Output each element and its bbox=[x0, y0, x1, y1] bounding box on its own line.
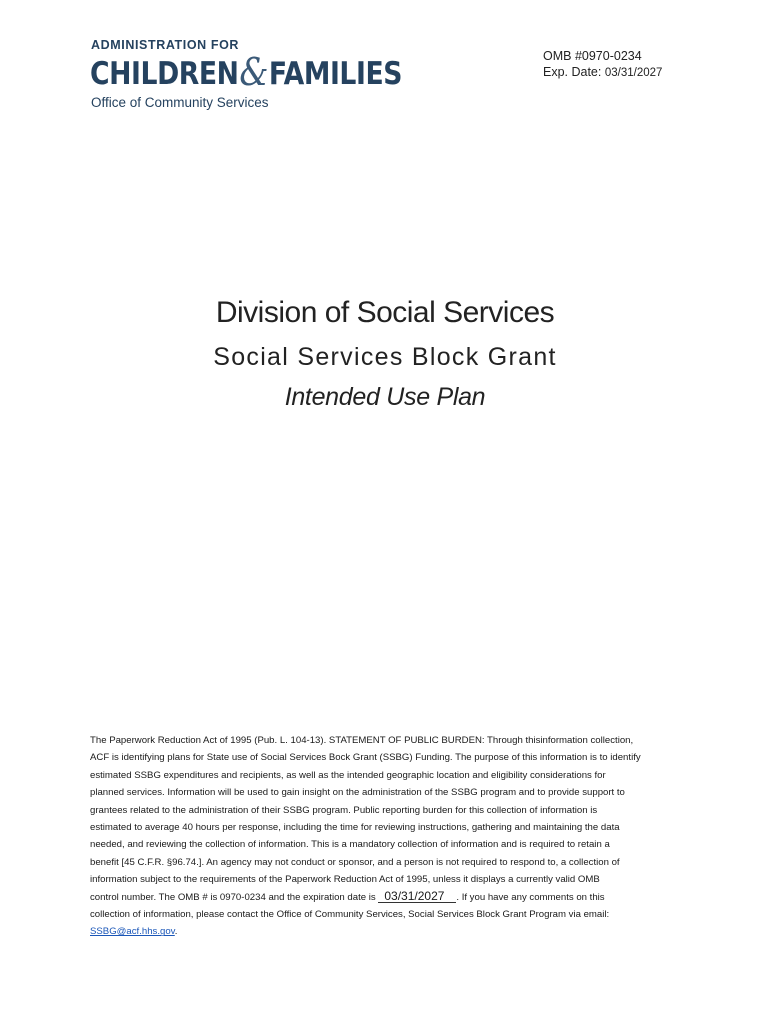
acf-logo bbox=[90, 38, 410, 114]
logo-wordmark bbox=[90, 52, 402, 94]
expiration-date-field: 03/31/2027 bbox=[378, 891, 456, 903]
omb-exp-line bbox=[543, 64, 662, 81]
email-suffix: . bbox=[174, 926, 178, 938]
burden-statement bbox=[90, 732, 690, 941]
statement-line: ACF is identifying plans for State use of Social Services Bock Grant (SSBG) Funding. The purpose of this information is to identify bbox=[90, 752, 641, 764]
logo-ampersand: & bbox=[239, 50, 269, 94]
statement-line bbox=[90, 889, 690, 906]
omb-block bbox=[543, 48, 662, 81]
logo-word-families: FAMILIES bbox=[268, 56, 403, 92]
page-subtitle-italic: Intended Use Plan bbox=[284, 383, 486, 411]
page-subtitle: Social Services Block Grant bbox=[213, 343, 557, 371]
statement-line: planned services. Information will be used to gain insight on the administration of the SSBG program and to provide support to bbox=[90, 787, 625, 799]
email-link[interactable]: SSBG@acf.hhs.gov bbox=[90, 926, 175, 938]
omb-exp-date: 03/31/2027 bbox=[604, 67, 663, 79]
statement-line: collection of information, please contact the Office of Community Services, Social Services Block Grant Program via email: bbox=[90, 909, 610, 921]
omb-exp-label: Exp. Date: bbox=[543, 65, 602, 79]
statement-line: information subject to the requirements of the Paperwork Reduction Act of 1995, unless it displays a currently valid OMB bbox=[90, 874, 600, 886]
statement-line: estimated SSBG expenditures and recipients, as well as the intended geographic location and eligibility considerations for bbox=[90, 769, 606, 781]
logo-sub-line: Office of Community Services bbox=[91, 95, 269, 110]
statement-line bbox=[90, 923, 690, 940]
statement-line-text: control number. The OMB # is 0970-0234 and the expiration date is bbox=[90, 891, 376, 903]
statement-line-text: . If you have any comments on this bbox=[456, 891, 605, 903]
statement-line: benefit [45 C.F.R. §96.74.]. An agency may not conduct or sponsor, and a person is not required to respond to, a collection of bbox=[90, 856, 620, 868]
statement-line: grantees related to the administration of their SSBG program. Public reporting burden for this collection of information is bbox=[90, 804, 598, 816]
omb-number: OMB #0970-0234 bbox=[543, 49, 642, 63]
page-title: Division of Social Services bbox=[215, 296, 555, 329]
logo-top-line: ADMINISTRATION FOR bbox=[91, 38, 240, 52]
statement-line: needed, and reviewing the collection of information. This is a mandatory collection of information and is required to retain a bbox=[90, 839, 610, 851]
statement-line: The Paperwork Reduction Act of 1995 (Pub. L. 104-13). STATEMENT OF PUBLIC BURDEN: Through thisinformation collection, bbox=[90, 735, 634, 746]
logo-word-children: CHILDREN bbox=[90, 56, 239, 92]
statement-line: estimated to average 40 hours per response, including the time for reviewing instructions, gathering and maintaining the data bbox=[90, 822, 620, 834]
